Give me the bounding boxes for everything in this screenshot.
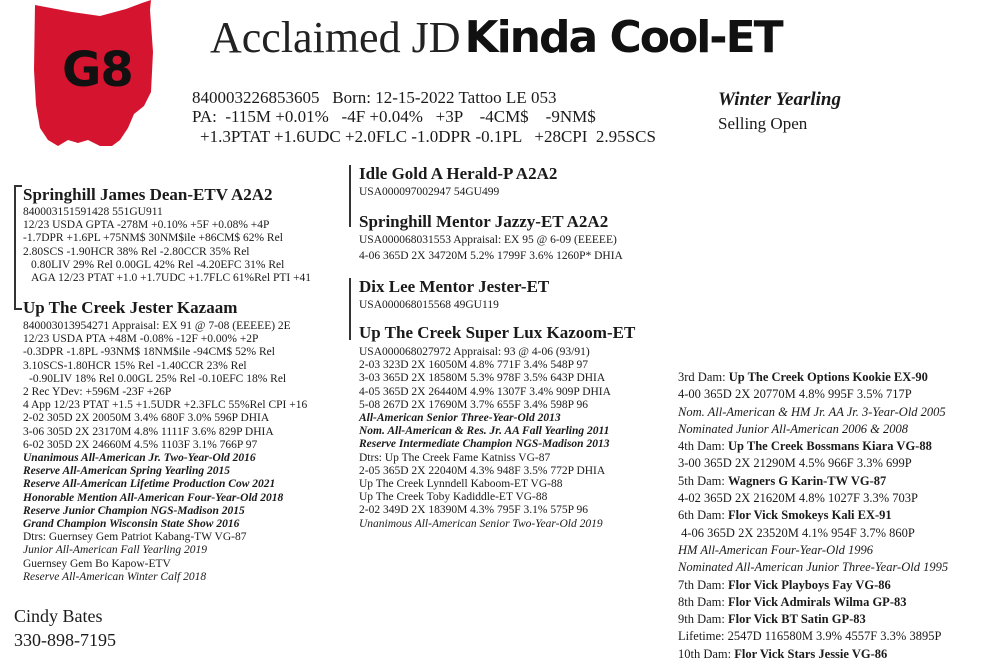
tenth-dam: 10th Dam: Flor Vick Stars Jessie VG-86 bbox=[678, 646, 888, 661]
dam-dam-line: 5-08 267D 2X 17690M 3.7% 655F 3.4% 598P 96 bbox=[359, 398, 588, 411]
ninth-dam-lifetime: Lifetime: 2547D 116580M 3.9% 4557F 3.3% 3895P bbox=[678, 629, 942, 644]
dam-dam-line: 4-05 365D 2X 26440M 4.9% 1307F 3.4% 909P DHIA bbox=[359, 385, 611, 398]
dam-dam-honor: Reserve Intermediate Champion NGS-Madison 2013 bbox=[359, 438, 610, 451]
dam-dam-daughter: Up The Creek Lynndell Kaboom-ET VG-88 bbox=[359, 478, 563, 491]
animal-name-prefix: Acclaimed JD bbox=[210, 13, 461, 62]
fifth-dam: 5th Dam: Wagners G Karin-TW VG-87 bbox=[678, 473, 887, 488]
third-dam-honor: Nom. All-American & HM Jr. AA Jr. 3-Year-Old 2005 bbox=[678, 404, 946, 419]
dam-daughter-honor: Junior All-American Fall Yearling 2019 bbox=[23, 544, 207, 557]
dam-dam-honor: Nom. All-American & Res. Jr. AA Fall Yearling 2011 bbox=[359, 425, 610, 438]
dam-dam-daughter: 2-02 349D 2X 18390M 4.3% 795F 3.1% 575P 96 bbox=[359, 504, 588, 517]
sire-dam-details bbox=[359, 234, 623, 263]
sire-sire-line: USA000097002947 54GU499 bbox=[359, 186, 500, 198]
pa-line-2: +1.3PTAT +1.6UDC +2.0FLC -1.0DPR -0.1PL +28CPI 2.95SCS bbox=[200, 127, 656, 146]
dam-honor: Reserve All-American Spring Yearling 2015 bbox=[23, 465, 231, 478]
sire-name: Springhill James Dean-ETV A2A2 bbox=[23, 185, 273, 204]
pedigree-bracket bbox=[349, 165, 351, 227]
dam-honor: Honorable Mention All-American Four-Year-Old 2018 bbox=[23, 491, 284, 504]
animal-name-main: Kinda Cool-ET bbox=[464, 12, 782, 63]
sire-sire-name: Idle Gold A Herald-P A2A2 bbox=[359, 164, 558, 183]
eighth-dam: 8th Dam: Flor Vick Admirals Wilma GP-83 bbox=[678, 594, 907, 609]
pedigree-bracket bbox=[14, 185, 16, 310]
sire-dam-name: Springhill Mentor Jazzy-ET A2A2 bbox=[359, 212, 609, 231]
registration-line: 840003226853605 Born: 12-15-2022 Tattoo LE 053 bbox=[192, 88, 557, 107]
dam-daughter-honor: Reserve All-American Winter Calf 2018 bbox=[23, 570, 207, 583]
dam-line: 3.10SCS-1.80HCR 15% Rel -1.40CCR 23% Rel bbox=[23, 359, 247, 372]
dam-daughter: Dtrs: Guernsey Gem Patriot Kabang-TW VG-87 bbox=[23, 531, 247, 544]
dam-sire-line: USA000068015568 49GU119 bbox=[359, 299, 499, 311]
consignor-phone: 330-898-7195 bbox=[14, 630, 116, 650]
pedigree-bracket bbox=[14, 308, 22, 310]
dam-line: 2 Rec YDev: +596M -23F +26P bbox=[23, 386, 172, 399]
dam-details bbox=[23, 320, 307, 584]
dam-line: 3-06 305D 2X 23170M 4.8% 1111F 3.6% 829P DHIA bbox=[23, 425, 274, 438]
division-label: Selling Open bbox=[718, 114, 808, 133]
fourth-dam: 4th Dam: Up The Creek Bossmans Kiara VG-88 bbox=[678, 439, 932, 454]
dam-dam-daughter: 2-05 365D 2X 22040M 4.3% 948F 3.5% 772P DHIA bbox=[359, 464, 606, 477]
dam-name: Up The Creek Jester Kazaam bbox=[23, 298, 238, 317]
pedigree-bracket bbox=[349, 278, 351, 340]
dam-honor: Reserve Junior Champion NGS-Madison 2015 bbox=[23, 504, 245, 517]
dam-dam-details bbox=[359, 346, 611, 531]
sixth-dam-line: 4-06 365D 2X 23520M 4.1% 954F 3.7% 860P bbox=[678, 525, 915, 540]
dam-line: 6-02 305D 2X 24660M 4.5% 1103F 3.1% 766P 97 bbox=[23, 438, 258, 451]
sixth-dam-honor: Nominated All-American Junior Three-Year-Old 1995 bbox=[678, 560, 949, 575]
consignor-name: Cindy Bates bbox=[14, 606, 103, 626]
sire-line: 840003151591428 551GU911 bbox=[23, 206, 163, 218]
dam-dam-line: USA000068027972 Appraisal: 93 @ 4-06 (93/91) bbox=[359, 346, 590, 358]
dam-line: 840003013954271 Appraisal: EX 91 @ 7-08 (EEEEE) 2E bbox=[23, 320, 291, 332]
dam-dam-honor: Unanimous All-American Senior Two-Year-Old 2019 bbox=[359, 517, 603, 530]
seventh-dam: 7th Dam: Flor Vick Playboys Fay VG-86 bbox=[678, 577, 891, 592]
pedigree-bracket bbox=[14, 185, 22, 187]
maternal-family bbox=[678, 369, 948, 663]
sire-dam-line: 4-06 365D 2X 34720M 5.2% 1799F 3.6% 1260P* DHIA bbox=[359, 250, 623, 263]
third-dam-honor: Nominated Junior All-American 2006 & 2008 bbox=[678, 421, 908, 436]
class-label: Winter Yearling bbox=[718, 89, 841, 110]
dam-line: 12/23 USDA PTA +48M -0.08% -12F +0.00% +2P bbox=[23, 333, 259, 346]
sixth-dam-honor: HM All-American Four-Year-Old 1996 bbox=[678, 542, 873, 557]
dam-dam-line: 3-03 365D 2X 18580M 5.3% 978F 3.5% 643P DHIA bbox=[359, 372, 606, 385]
dam-honor: Reserve All-American Lifetime Production Cow 2021 bbox=[23, 478, 276, 491]
sire-line: -1.7DPR +1.6PL +75NM$ 30NM$ile +86CM$ 62% Rel bbox=[23, 232, 283, 245]
lot-badge: G8 bbox=[62, 42, 133, 98]
sire-line: AGA 12/23 PTAT +1.0 +1.7UDC +1.7FLC 61%Rel PTI +41 bbox=[31, 272, 312, 285]
dam-line: -0.90LIV 18% Rel 0.00GL 25% Rel -0.10EFC 18% Rel bbox=[29, 372, 287, 385]
dam-dam-daughter: Up The Creek Toby Kadiddle-ET VG-88 bbox=[359, 491, 548, 504]
dam-daughter: Guernsey Gem Bo Kapow-ETV bbox=[23, 557, 171, 570]
sixth-dam: 6th Dam: Flor Vick Smokeys Kali EX-91 bbox=[678, 508, 892, 523]
third-dam-line: 4-00 365D 2X 20770M 4.8% 995F 3.5% 717P bbox=[678, 387, 912, 402]
sire-line: 0.80LIV 29% Rel 0.00GL 42% Rel -4.20EFC 31% Rel bbox=[31, 258, 285, 271]
dam-dam-name: Up The Creek Super Lux Kazoom-ET bbox=[359, 323, 636, 342]
ninth-dam: 9th Dam: Flor Vick BT Satin GP-83 bbox=[678, 612, 866, 627]
dam-dam-daughter: Dtrs: Up The Creek Fame Katniss VG-87 bbox=[359, 451, 551, 464]
dam-honor: Grand Champion Wisconsin State Show 2016 bbox=[23, 518, 240, 531]
dam-honor: Unanimous All-American Jr. Two-Year-Old 2016 bbox=[23, 452, 256, 465]
third-dam: 3rd Dam: Up The Creek Options Kookie EX-90 bbox=[678, 370, 928, 384]
pa-line-1: PA: -115M +0.01% -4F +0.04% +3P -4CM$ -9NM$ bbox=[192, 107, 596, 126]
fourth-dam-line: 3-00 365D 2X 21290M 4.5% 966F 3.3% 699P bbox=[678, 456, 912, 471]
dam-dam-line: 2-03 323D 2X 16050M 4.8% 771F 3.4% 548P 97 bbox=[359, 359, 588, 372]
sire-line: 12/23 USDA GPTA -278M +0.10% +5F +0.08% +4P bbox=[23, 219, 270, 232]
sire-line: 2.80SCS -1.90HCR 38% Rel -2.80CCR 35% Rel bbox=[23, 245, 250, 258]
dam-dam-honor: All-American Senior Three-Year-Old 2013 bbox=[359, 412, 561, 425]
fifth-dam-line: 4-02 365D 2X 21620M 4.8% 1027F 3.3% 703P bbox=[678, 491, 918, 506]
sire-dam-line: USA000068031553 Appraisal: EX 95 @ 6-09 (EEEEE) bbox=[359, 234, 617, 246]
dam-sire-name: Dix Lee Mentor Jester-ET bbox=[359, 277, 550, 296]
dam-line: 2-02 305D 2X 20050M 3.4% 680F 3.0% 596P DHIA bbox=[23, 412, 270, 425]
sire-details bbox=[23, 206, 311, 285]
dam-line: -0.3DPR -1.8PL -93NM$ 18NM$ile -94CM$ 52% Rel bbox=[23, 346, 275, 359]
dam-line: 4 App 12/23 PTAT +1.5 +1.5UDR +2.3FLC 55%Rel CPI +16 bbox=[23, 399, 308, 412]
animal-name bbox=[210, 12, 782, 63]
